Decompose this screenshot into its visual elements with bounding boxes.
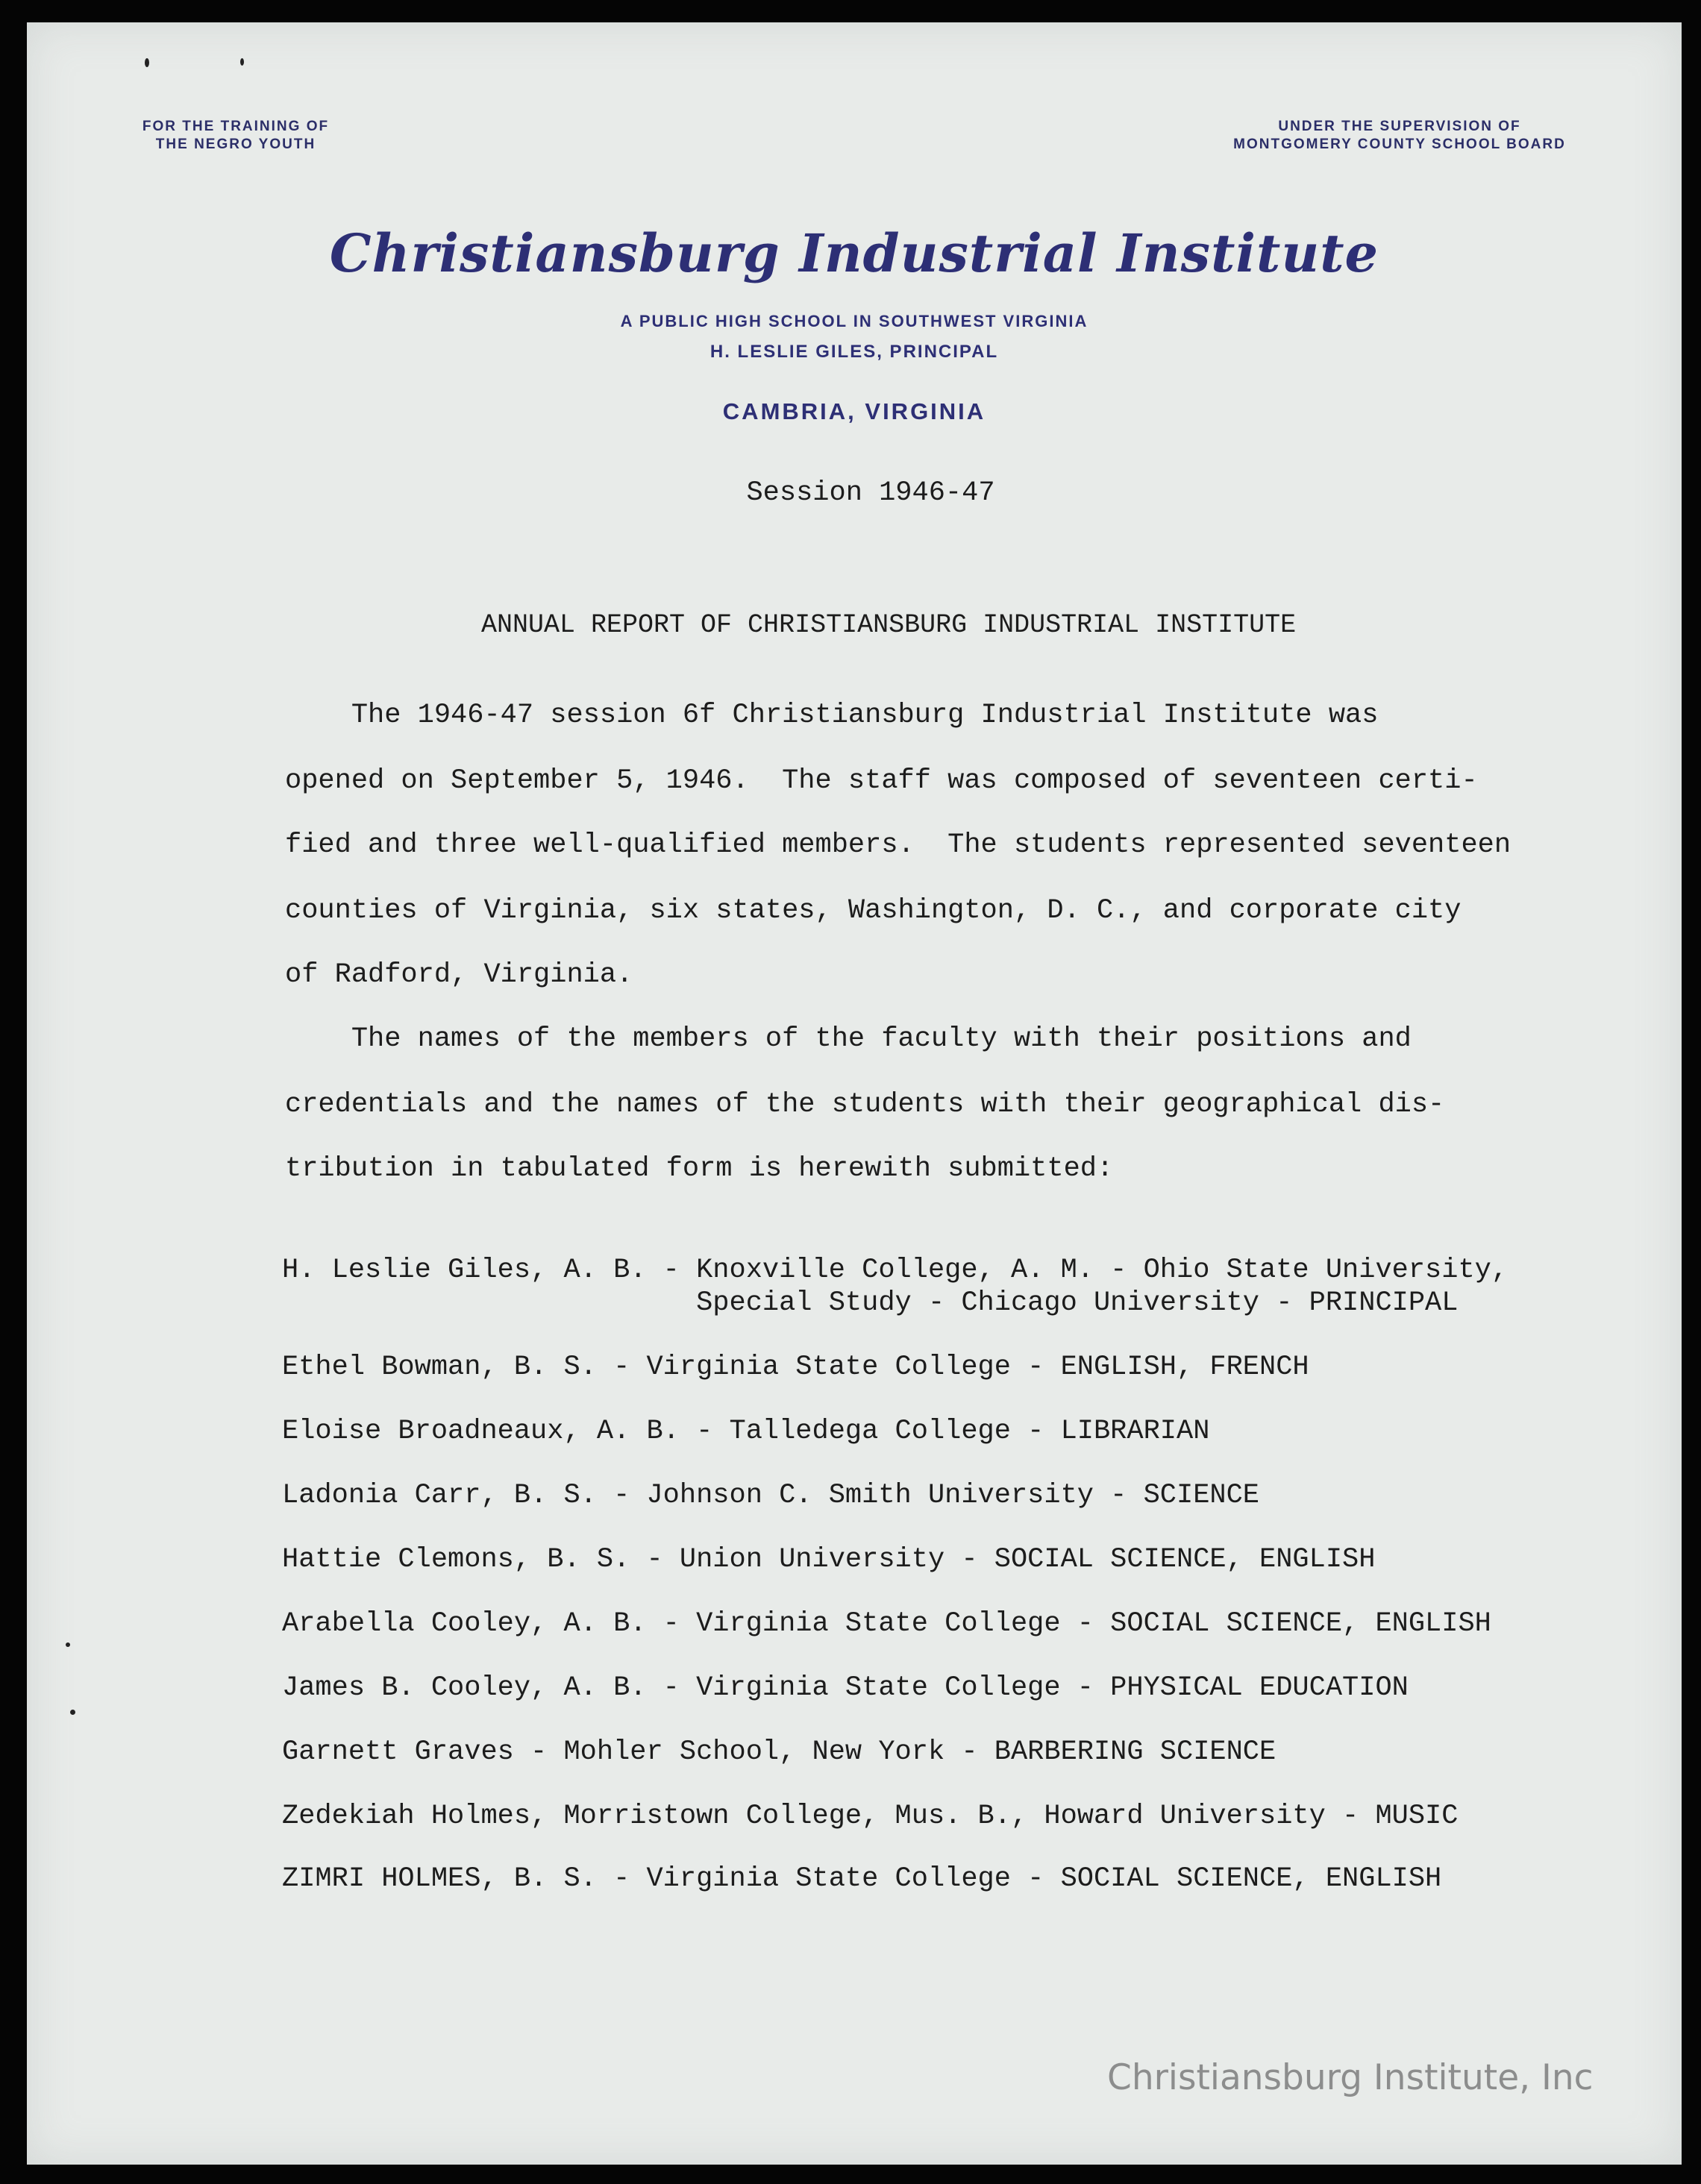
faculty-entry: Eloise Broadneaux, A. B. - Talledega College - LIBRARIAN [282, 1416, 1210, 1447]
institution-description: A PUBLIC HIGH SCHOOL IN SOUTHWEST VIRGINIA [620, 312, 1088, 330]
ink-mark [145, 58, 149, 67]
ink-mark [66, 1642, 70, 1647]
paragraph-line: opened on September 5, 1946. The staff was composed of seventeen certi- [285, 765, 1478, 797]
paragraph-line: counties of Virginia, six states, Washington, D. C., and corporate city [285, 895, 1462, 926]
faculty-entry: Ladonia Carr, B. S. - Johnson C. Smith University - SCIENCE [282, 1480, 1260, 1511]
tagline-line: MONTGOMERY COUNTY SCHOOL BOARD [1233, 136, 1566, 152]
paragraph-line: The 1946-47 session 6f Christiansburg Industrial Institute was [285, 700, 1379, 731]
tagline-line: UNDER THE SUPERVISION OF [1278, 119, 1521, 134]
faculty-entry: Zedekiah Holmes, Morristown College, Mus. B., Howard University - MUSIC [282, 1801, 1459, 1832]
letterhead-right-tagline [1176, 118, 1623, 154]
watermark: Christiansburg Institute, Inc [1107, 2057, 1594, 2098]
faculty-entry: Hattie Clemons, B. S. - Union University - SOCIAL SCIENCE, ENGLISH [282, 1544, 1376, 1575]
faculty-entry: Arabella Cooley, A. B. - Virginia State College - SOCIAL SCIENCE, ENGLISH [282, 1608, 1491, 1639]
report-heading: ANNUAL REPORT OF CHRISTIANSBURG INDUSTRIAL INSTITUTE [481, 610, 1297, 640]
tagline-line: THE NEGRO YOUTH [155, 136, 316, 152]
faculty-entry: H. Leslie Giles, A. B. - Knoxville College, A. M. - Ohio State University, [282, 1255, 1509, 1286]
paragraph-line: fied and three well-qualified members. The students represented seventeen [285, 829, 1512, 861]
faculty-entry: Garnett Graves - Mohler School, New York - BARBERING SCIENCE [282, 1736, 1276, 1768]
location: CAMBRIA, VIRGINIA [722, 398, 986, 424]
letterhead-left-tagline [116, 118, 355, 154]
faculty-entry: ZIMRI HOLMES, B. S. - Virginia State College - SOCIAL SCIENCE, ENGLISH [282, 1863, 1442, 1895]
faculty-entry: James B. Cooley, A. B. - Virginia State College - PHYSICAL EDUCATION [282, 1672, 1409, 1704]
ink-mark [240, 58, 244, 66]
paragraph-line: of Radford, Virginia. [285, 959, 633, 991]
paragraph-line: The names of the members of the faculty with their positions and [285, 1023, 1412, 1055]
faculty-entry: Special Study - Chicago University - PRINCIPAL [282, 1287, 1459, 1319]
institution-name: Christiansburg Industrial Institute [329, 222, 1379, 284]
paragraph-line: tribution in tabulated form is herewith submitted: [285, 1153, 1114, 1184]
principal-line: H. LESLIE GILES, PRINCIPAL [709, 342, 999, 362]
faculty-entry: Ethel Bowman, B. S. - Virginia State College - ENGLISH, FRENCH [282, 1352, 1309, 1383]
tagline-line: FOR THE TRAINING OF [142, 119, 330, 134]
document-page [27, 22, 1682, 2165]
ink-mark [70, 1710, 75, 1715]
paragraph-line: credentials and the names of the students with their geographical dis- [285, 1089, 1445, 1120]
session-label: Session 1946-47 [746, 477, 995, 509]
